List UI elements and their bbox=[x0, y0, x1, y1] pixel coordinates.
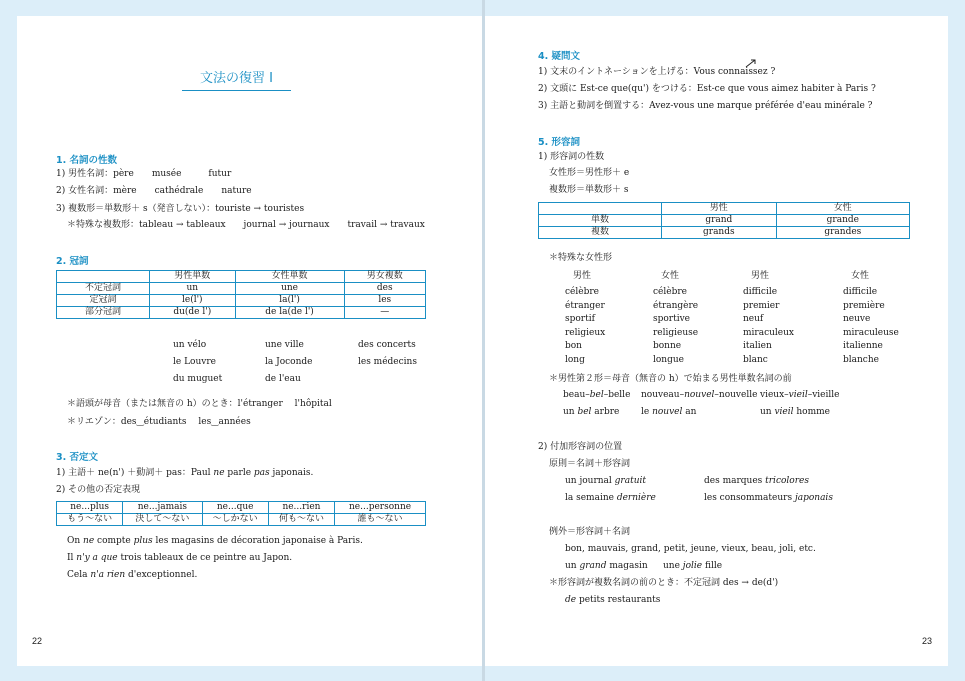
table-row bbox=[57, 283, 426, 295]
rising-intonation-arrow-icon bbox=[745, 58, 757, 68]
page-title: 文法の復習 I bbox=[182, 67, 291, 91]
negation-table bbox=[56, 501, 426, 526]
example-word: un bel arbre bbox=[563, 407, 620, 417]
table-header: ne...rien bbox=[268, 502, 334, 514]
table-row-label: 不定冠詞 bbox=[57, 283, 150, 295]
table-cell: ～しかない bbox=[202, 514, 268, 526]
special-form-word: italienne bbox=[843, 341, 883, 351]
table-row-label: 部分冠詞 bbox=[57, 307, 150, 319]
text-line: 3) 複数形＝単数形＋ s（発音しない）：touriste → touristes bbox=[56, 204, 305, 214]
example-word: le Louvre bbox=[173, 357, 216, 367]
table-cell: une bbox=[235, 283, 344, 295]
text-line: 3) 主語と動詞を倒置する：Avez-vous une marque préférée d'eau minérale ? bbox=[538, 101, 873, 111]
section-heading-nouns: 1. 名詞の性数 bbox=[56, 155, 118, 166]
table-cell: 決して～ない bbox=[123, 514, 202, 526]
adjective-table bbox=[538, 202, 910, 239]
table-header: 男女複数 bbox=[344, 271, 425, 283]
table-cell: 誰も～ない bbox=[335, 514, 426, 526]
table-cell bbox=[57, 271, 150, 283]
special-form-word: miraculeuse bbox=[843, 327, 899, 338]
table-row bbox=[57, 502, 426, 514]
table-cell: de la(de l') bbox=[235, 307, 344, 319]
text-line: 1) 形容詞の性数 bbox=[538, 152, 605, 162]
special-form-word: bonne bbox=[653, 341, 682, 351]
example-word: un journal gratuit bbox=[565, 476, 647, 486]
special-form-word: religieuse bbox=[653, 327, 699, 338]
column-header: 女性 bbox=[851, 271, 870, 281]
table-cell: grande bbox=[776, 215, 909, 227]
special-form-word: italien bbox=[743, 341, 772, 351]
text-line: 2) その他の否定表現 bbox=[56, 485, 141, 495]
example-word: des marques tricolores bbox=[704, 476, 809, 486]
example-word: nouveau–nouvel–nouvelle bbox=[641, 390, 758, 400]
text-line: bon, mauvais, grand, petit, jeune, vieux, beau, joli, etc. bbox=[565, 544, 816, 554]
note-line: ＊形容詞が複数名詞の前のとき：不定冠詞 des → de(d') bbox=[549, 578, 779, 588]
section-heading-articles: 2. 冠詞 bbox=[56, 256, 89, 267]
special-form-word: difficile bbox=[843, 287, 878, 297]
special-form-word: étrangère bbox=[653, 300, 699, 311]
right-page bbox=[485, 16, 948, 666]
table-header: ne...jamais bbox=[123, 502, 202, 514]
text-line: 女性形＝男性形＋ e bbox=[549, 168, 630, 178]
special-form-word: difficile bbox=[743, 287, 778, 297]
example-word: le nouvel an bbox=[641, 407, 697, 417]
table-header: ne...personne bbox=[335, 502, 426, 514]
table-row-label: 単数 bbox=[539, 215, 662, 227]
special-form-word: religieux bbox=[565, 327, 606, 338]
table-header: ne...que bbox=[202, 502, 268, 514]
table-header: 男性 bbox=[662, 203, 777, 215]
example-word: vieux–vieil–vieille bbox=[760, 390, 840, 400]
text-line: 2) 付加形容詞の位置 bbox=[538, 442, 623, 452]
table-cell: un bbox=[150, 283, 236, 295]
example-sentence: On ne compte plus les magasins de décoration japonaise à Paris. bbox=[67, 536, 363, 546]
special-form-word: neuf bbox=[743, 314, 764, 324]
example-sentence: Il n'y a que trois tableaux de ce peintre au Japon. bbox=[67, 553, 293, 563]
table-cell: grandes bbox=[776, 227, 909, 239]
page-number: 23 bbox=[922, 636, 933, 646]
table-row bbox=[57, 295, 426, 307]
table-cell: du(de l') bbox=[150, 307, 236, 319]
example-word: de petits restaurants bbox=[565, 595, 661, 605]
table-row bbox=[57, 307, 426, 319]
text-line: 1) 男性名詞：père musée futur bbox=[56, 169, 232, 179]
example-word: beau–bel–belle bbox=[563, 390, 631, 400]
table-row bbox=[57, 271, 426, 283]
table-cell: la(l') bbox=[235, 295, 344, 307]
example-word: de l'eau bbox=[265, 374, 301, 384]
example-word: un vieil homme bbox=[760, 407, 830, 417]
text-line: 原則＝名詞＋形容詞 bbox=[549, 459, 631, 469]
table-cell: le(l') bbox=[150, 295, 236, 307]
table-row bbox=[539, 227, 910, 239]
example-word: les consommateurs japonais bbox=[704, 493, 833, 503]
special-form-word: première bbox=[843, 300, 885, 311]
example-word: un vélo bbox=[173, 340, 207, 350]
table-row bbox=[57, 514, 426, 526]
text-line: 1) 主語＋ ne(n') ＋動詞＋ pas：Paul ne parle pas japonais. bbox=[56, 468, 314, 478]
table-cell: — bbox=[344, 307, 425, 319]
table-row bbox=[539, 215, 910, 227]
text-line: 2) 文頭に Est-ce que(qu') をつける：Est-ce que vous aimez habiter à Paris ? bbox=[538, 84, 876, 94]
example-word: la Joconde bbox=[265, 357, 313, 367]
table-cell: 何も～ない bbox=[268, 514, 334, 526]
special-form-word: célèbre bbox=[565, 287, 599, 297]
section-heading-negation: 3. 否定文 bbox=[56, 452, 99, 463]
special-form-word: longue bbox=[653, 354, 684, 365]
example-word: les médecins bbox=[358, 357, 417, 367]
special-form-word: sportif bbox=[565, 314, 595, 324]
note-line: ＊特殊な女性形 bbox=[549, 253, 613, 263]
special-form-word: premier bbox=[743, 300, 780, 311]
section-heading-adjectives: 5. 形容詞 bbox=[538, 137, 581, 148]
special-form-word: neuve bbox=[843, 314, 871, 324]
special-form-word: sportive bbox=[653, 314, 691, 324]
column-header: 女性 bbox=[661, 271, 680, 281]
special-form-word: étranger bbox=[565, 300, 605, 311]
example-word: la semaine dernière bbox=[565, 493, 656, 503]
table-header: 女性単数 bbox=[235, 271, 344, 283]
special-form-word: célèbre bbox=[653, 287, 687, 297]
table-cell: もう～ない bbox=[57, 514, 123, 526]
table-row bbox=[539, 203, 910, 215]
left-page bbox=[17, 16, 482, 666]
table-cell bbox=[539, 203, 662, 215]
table-row-label: 複数 bbox=[539, 227, 662, 239]
text-line: 2) 女性名詞：mère cathédrale nature bbox=[56, 186, 252, 196]
table-header: 男性単数 bbox=[150, 271, 236, 283]
articles-table bbox=[56, 270, 426, 319]
table-header: 女性 bbox=[776, 203, 909, 215]
table-row-label: 定冠詞 bbox=[57, 295, 150, 307]
table-cell: grand bbox=[662, 215, 777, 227]
note-line: ＊リエゾン：des‿étudiants les‿années bbox=[67, 417, 251, 427]
note-line: ＊語頭が母音（または無音の h）のとき：l'étranger l'hôpital bbox=[67, 399, 332, 409]
special-form-word: bon bbox=[565, 341, 582, 351]
page-number: 22 bbox=[32, 636, 43, 646]
table-cell: des bbox=[344, 283, 425, 295]
example-word: une ville bbox=[265, 340, 304, 350]
example-word: des concerts bbox=[358, 340, 416, 350]
example-word: une jolie fille bbox=[663, 561, 723, 571]
text-line: 例外＝形容詞＋名詞 bbox=[549, 527, 631, 537]
text-line: 複数形＝単数形＋ s bbox=[549, 185, 629, 195]
table-cell: les bbox=[344, 295, 425, 307]
column-header: 男性 bbox=[573, 271, 592, 281]
special-form-word: long bbox=[565, 354, 585, 365]
special-form-word: miraculeux bbox=[743, 327, 794, 338]
example-sentence: Cela n'a rien d'exceptionnel. bbox=[67, 570, 198, 580]
table-header: ne...plus bbox=[57, 502, 123, 514]
text-line: ＊特殊な複数形：tableau → tableaux journal → journaux travail → travaux bbox=[67, 220, 425, 230]
example-word: du muguet bbox=[173, 374, 223, 384]
example-word: un grand magasin bbox=[565, 561, 648, 571]
section-heading-questions: 4. 疑問文 bbox=[538, 51, 581, 62]
text-line: 1) 文末のイントネーションを上げる：Vous connaissez ? bbox=[538, 67, 776, 77]
note-line: ＊男性第２形＝母音（無音の h）で始まる男性単数名詞の前 bbox=[549, 374, 792, 384]
table-cell: grands bbox=[662, 227, 777, 239]
special-form-word: blanc bbox=[743, 354, 768, 365]
column-header: 男性 bbox=[751, 271, 770, 281]
special-form-word: blanche bbox=[843, 354, 879, 365]
